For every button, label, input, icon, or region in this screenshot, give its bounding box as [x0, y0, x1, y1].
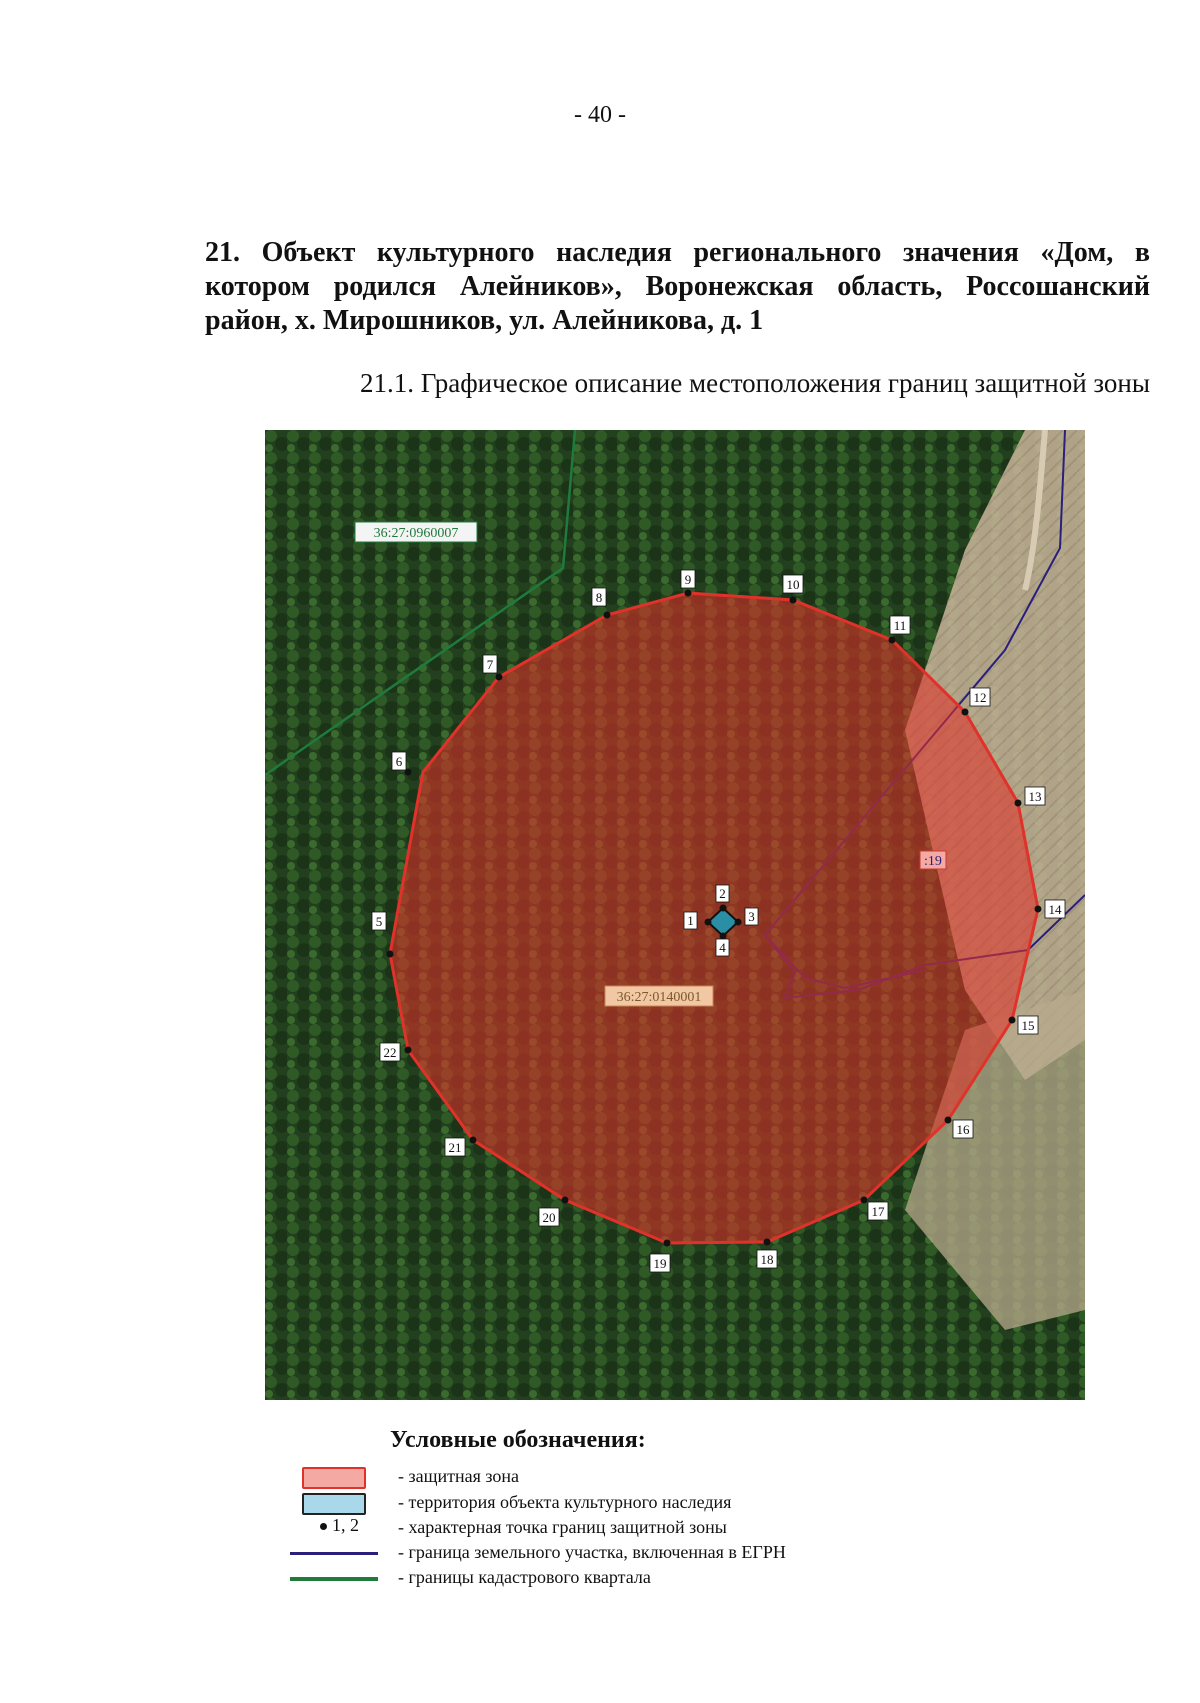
legend-point-sample: 1, 2 — [332, 1515, 359, 1535]
legend-item-point — [270, 1516, 1070, 1540]
legend-item-text: - границы кадастрового квартала — [398, 1567, 651, 1587]
zone-point-label: 15 — [1021, 1018, 1035, 1033]
zone-point-label: 21 — [448, 1140, 462, 1155]
zone-point-label: 5 — [375, 914, 383, 929]
zone-point-label: 7 — [486, 657, 494, 672]
quarter-label-center: 36:27:0140001 — [616, 990, 702, 1005]
zone-point-label: 8 — [595, 590, 603, 605]
zone-point-label: 14 — [1048, 902, 1062, 917]
legend-item-text: - территория объекта культурного наследия — [398, 1492, 732, 1512]
legend-item-parcel-line — [270, 1541, 1070, 1565]
legend-symbol-point — [280, 1516, 360, 1540]
legend-item-object — [270, 1491, 1070, 1515]
zone-point-label: 20 — [542, 1210, 556, 1225]
legend-item-text: - граница земельного участка, включенная в ЕГРН — [398, 1542, 786, 1562]
object-point-label: 2 — [719, 886, 726, 901]
map-panel — [265, 430, 1085, 1400]
quarter-label-north: 36:27:0960007 — [373, 526, 459, 541]
zone-point-label: 12 — [973, 690, 987, 705]
point-dot-icon — [320, 1523, 327, 1530]
legend-symbol-quarter-line — [280, 1566, 360, 1590]
legend-item-zone — [270, 1465, 1070, 1489]
legend — [270, 1425, 1070, 1605]
legend-symbol-parcel-line — [280, 1541, 360, 1565]
legend-title: Условные обозначения: — [390, 1427, 646, 1453]
legend-symbol-object — [280, 1491, 360, 1515]
map-canvas — [265, 430, 1085, 1400]
zone-point-label: 13 — [1028, 789, 1042, 804]
object-point-label: 1 — [687, 913, 694, 928]
page-number: - 40 - — [574, 102, 626, 128]
object-point-label: 3 — [748, 909, 755, 924]
legend-item-text: - защитная зона — [398, 1466, 519, 1486]
zone-point-label: 19 — [653, 1256, 667, 1271]
legend-item-quarter-line — [270, 1566, 1070, 1590]
section-heading: 21. Объект культурного наследия регионального значения «Дом, в котором родился Алейников», Воронежская область, Россошанский район, х. Мирошников, ул. Алейникова, д. 1 — [205, 237, 1150, 336]
zone-point-label: 6 — [395, 754, 403, 769]
zone-point-label: 16 — [956, 1122, 970, 1137]
zone-point-label: 10 — [786, 577, 800, 592]
parcel-label: :19 — [924, 854, 942, 869]
zone-point-label: 22 — [383, 1045, 397, 1060]
zone-point-label: 18 — [760, 1252, 774, 1267]
zone-point-label: 17 — [871, 1204, 885, 1219]
subsection-heading: 21.1. Графическое описание местоположения границ защитной зоны — [360, 368, 1150, 398]
zone-point-label: 11 — [893, 618, 907, 633]
zone-point-label: 9 — [684, 572, 692, 587]
legend-symbol-zone — [280, 1465, 360, 1489]
legend-item-text: - характерная точка границ защитной зоны — [398, 1517, 727, 1537]
object-point-label: 4 — [719, 940, 726, 955]
